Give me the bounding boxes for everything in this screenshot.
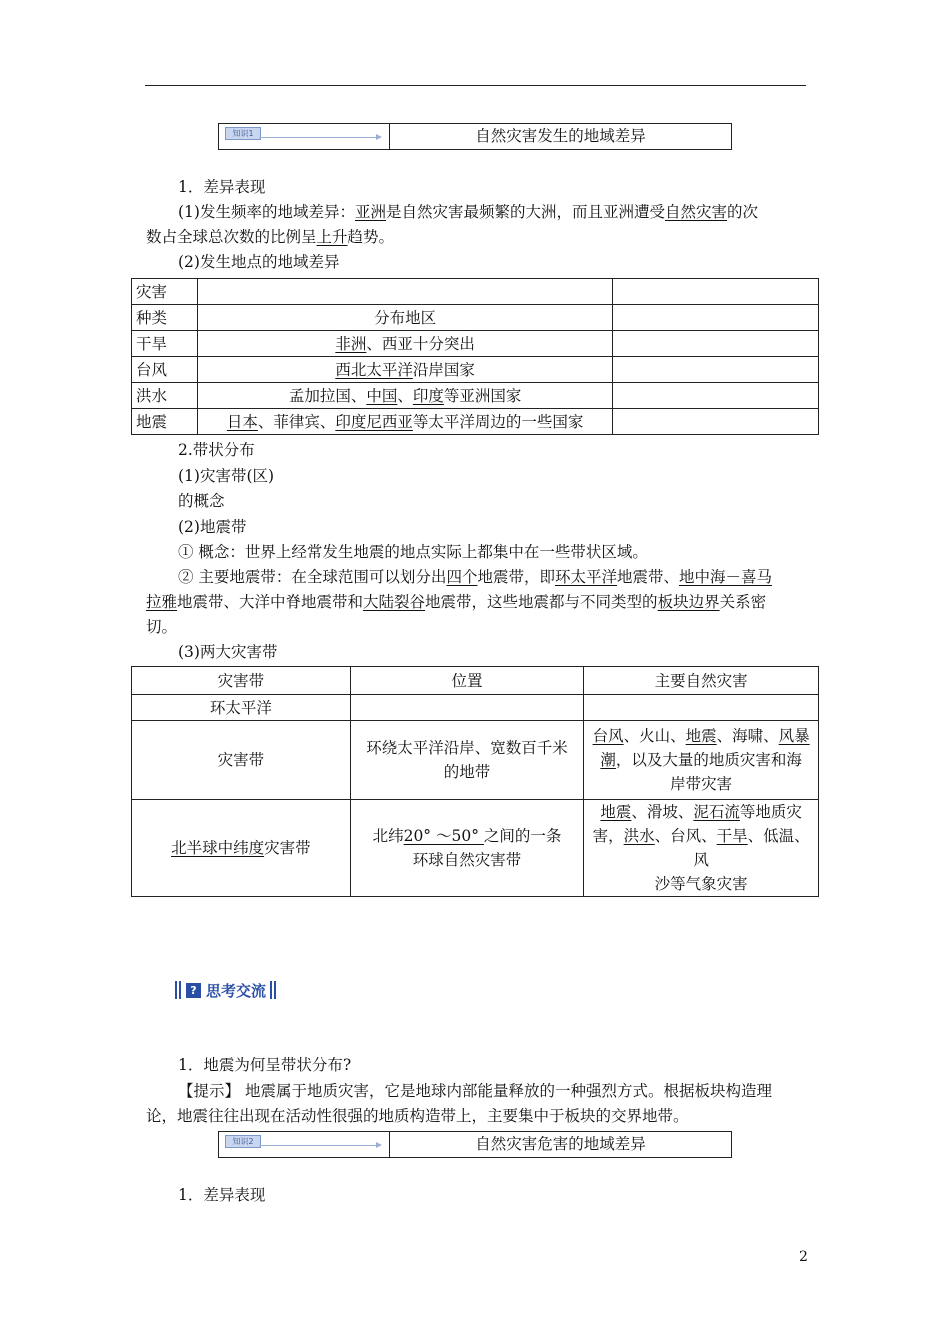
table-row xyxy=(132,800,819,897)
answer: 亚洲 xyxy=(354,203,386,221)
answer: 非洲 xyxy=(335,334,367,353)
text: 地震属于地质灾害，它是地球内部能量释放的一种强烈方式。根据板块构造理 xyxy=(240,1082,772,1100)
paragraph xyxy=(178,566,772,588)
text: 、火山、 xyxy=(623,727,686,745)
page-number: 2 xyxy=(799,1249,808,1265)
table-cell: 位置 xyxy=(350,667,584,695)
paragraph: 的概念 xyxy=(178,492,225,510)
table-cell: 台风 xyxy=(132,357,198,383)
answer: 风暴 xyxy=(778,727,810,745)
answer: 20° ～50° xyxy=(403,827,484,845)
table-cell: 干旱 xyxy=(132,331,198,357)
paragraph: (2)地震带 xyxy=(178,518,247,536)
paragraph xyxy=(146,226,394,248)
paragraph: ① 概念：世界上经常发生地震的地点实际上都集中在一些带状区域。 xyxy=(178,543,648,561)
table-cell xyxy=(197,279,612,305)
answer: 地震 xyxy=(600,803,632,821)
table-row xyxy=(132,409,819,435)
table-row xyxy=(132,357,819,383)
answer: 地中海－喜马 xyxy=(679,568,773,586)
text: 环球自然灾害带 xyxy=(412,851,522,869)
text: 数占全球总次数的比例呈 xyxy=(146,228,317,246)
think-label-text: 思考交流 xyxy=(206,981,267,1000)
section-tag xyxy=(219,124,390,149)
text: 地震带，即 xyxy=(477,568,555,586)
arrow-icon xyxy=(259,1145,379,1146)
text: (1)发生频率的地域差异： xyxy=(178,203,355,221)
paragraph xyxy=(178,201,758,223)
table-cell: 灾害带 xyxy=(132,721,351,800)
answer: 大陆裂谷 xyxy=(363,593,426,611)
table-cell xyxy=(197,383,612,409)
table-cell: 洪水 xyxy=(132,383,198,409)
table-cell xyxy=(613,409,819,435)
table-cell xyxy=(197,409,612,435)
arrow-icon xyxy=(259,137,379,138)
text: 孟加拉国、 xyxy=(288,386,367,405)
table-cell xyxy=(584,721,819,800)
table-cell xyxy=(613,305,819,331)
text: 关系密 xyxy=(719,593,767,611)
section-chip: 知识1 xyxy=(225,127,261,140)
table-cell xyxy=(197,331,612,357)
table-cell xyxy=(613,279,819,305)
answer: 西北太平洋 xyxy=(335,360,413,379)
answer: 潮 xyxy=(600,751,616,769)
text: 、西亚十分突出 xyxy=(366,334,475,353)
paragraph: 2.带状分布 xyxy=(178,441,255,459)
section-title: 自然灾害发生的地域差异 xyxy=(475,127,646,145)
text: 环绕太平洋沿岸、宽数百千米 xyxy=(366,739,568,757)
table-cell xyxy=(197,357,612,383)
text: 地震带，这些地震都与不同类型的 xyxy=(425,593,658,611)
table-row xyxy=(132,667,819,695)
bar-icon xyxy=(175,981,177,999)
table-cell xyxy=(350,721,584,800)
think-discuss-label xyxy=(175,980,278,1000)
answer-hint xyxy=(178,1080,772,1102)
text: 之间的一条 xyxy=(483,827,562,845)
paragraph: (1)灾害带(区) xyxy=(178,467,275,485)
answer: 自然灾害 xyxy=(665,203,728,221)
paragraph: (3)两大灾害带 xyxy=(178,643,278,661)
text: 、 xyxy=(397,386,413,405)
answer: 中国 xyxy=(366,386,398,405)
table-cell xyxy=(584,800,819,897)
text: 趋势。 xyxy=(347,228,395,246)
table-cell xyxy=(613,331,819,357)
answer: 洪水 xyxy=(623,827,655,845)
table-row xyxy=(132,721,819,800)
table-row xyxy=(132,305,819,331)
paragraph: 1．差异表现 xyxy=(178,1186,266,1204)
disaster-belt-table xyxy=(131,666,819,897)
section-chip: 知识2 xyxy=(225,1135,261,1148)
paragraph: 切。 xyxy=(146,618,178,636)
text: 沿岸国家 xyxy=(412,360,475,379)
section-heading-1 xyxy=(218,123,732,150)
answer: 泥石流 xyxy=(693,803,740,821)
hint-tag: 【提示】 xyxy=(178,1082,241,1100)
table-cell: 种类 xyxy=(132,305,198,331)
text: 、低温、风 xyxy=(693,827,810,869)
answer: 四个 xyxy=(446,568,478,586)
text: 的次 xyxy=(727,203,759,221)
text: 害， xyxy=(592,827,624,845)
table-row xyxy=(132,279,819,305)
bar-icon xyxy=(270,981,272,999)
paragraph: 1．差异表现 xyxy=(178,178,266,196)
table-cell xyxy=(613,357,819,383)
table-cell xyxy=(132,800,351,897)
table-cell xyxy=(584,695,819,721)
text: 等地质灾 xyxy=(739,803,802,821)
text: 、海啸、 xyxy=(716,727,779,745)
answer: 地震 xyxy=(685,727,717,745)
table-row xyxy=(132,331,819,357)
table-cell xyxy=(350,800,584,897)
section-heading-2 xyxy=(218,1131,732,1158)
table-cell: 灾害带 xyxy=(132,667,351,695)
table-cell: 主要自然灾害 xyxy=(584,667,819,695)
text: 、滑坡、 xyxy=(631,803,694,821)
header-rule xyxy=(145,85,806,86)
text: 等太平洋周边的一些国家 xyxy=(412,412,584,431)
answer-hint: 论，地震往往出现在活动性很强的地质构造带上，主要集中于板块的交界地带。 xyxy=(146,1107,689,1125)
paragraph: (2)发生地点的地域差异 xyxy=(178,253,340,271)
bar-icon xyxy=(274,981,276,999)
text: 灾害带 xyxy=(264,839,311,857)
answer: 日本 xyxy=(226,412,258,431)
table-cell xyxy=(350,695,584,721)
section-title: 自然灾害危害的地域差异 xyxy=(475,1135,646,1153)
text: 地震带、 xyxy=(616,568,679,586)
text: 北纬 xyxy=(372,827,404,845)
table-cell xyxy=(613,383,819,409)
answer: 拉雅 xyxy=(146,593,178,611)
text: 沙等气象灾害 xyxy=(654,875,748,893)
answer: 板块边界 xyxy=(657,593,720,611)
text: 、菲律宾、 xyxy=(257,412,336,431)
question-icon: ? xyxy=(186,983,201,998)
table-row xyxy=(132,695,819,721)
table-row xyxy=(132,383,819,409)
text: 等亚洲国家 xyxy=(443,386,522,405)
answer: 北半球中纬度 xyxy=(171,839,265,857)
answer: 印度尼西亚 xyxy=(335,412,413,431)
bar-icon xyxy=(179,981,181,999)
answer: 印度 xyxy=(412,386,444,405)
disaster-distribution-table xyxy=(131,278,819,435)
text: ，以及大量的地质灾害和海 xyxy=(615,751,802,769)
table-cell: 地震 xyxy=(132,409,198,435)
text: 的地带 xyxy=(443,763,491,781)
text: 、台风、 xyxy=(654,827,717,845)
answer: 上升 xyxy=(316,228,348,246)
answer: 台风 xyxy=(592,727,624,745)
answer: 环太平洋 xyxy=(554,568,617,586)
paragraph xyxy=(146,591,766,613)
table-cell: 分布地区 xyxy=(197,305,612,331)
text: 是自然灾害最频繁的大洲，而且亚洲遭受 xyxy=(385,203,665,221)
table-cell: 环太平洋 xyxy=(132,695,351,721)
question: 1．地震为何呈带状分布? xyxy=(178,1056,352,1074)
table-cell: 灾害 xyxy=(132,279,198,305)
answer: 干旱 xyxy=(716,827,748,845)
text: ② 主要地震带：在全球范围可以划分出 xyxy=(178,568,447,586)
text: 地震带、大洋中脊地震带和 xyxy=(177,593,364,611)
text: 岸带灾害 xyxy=(670,775,733,793)
section-tag xyxy=(219,1132,390,1157)
